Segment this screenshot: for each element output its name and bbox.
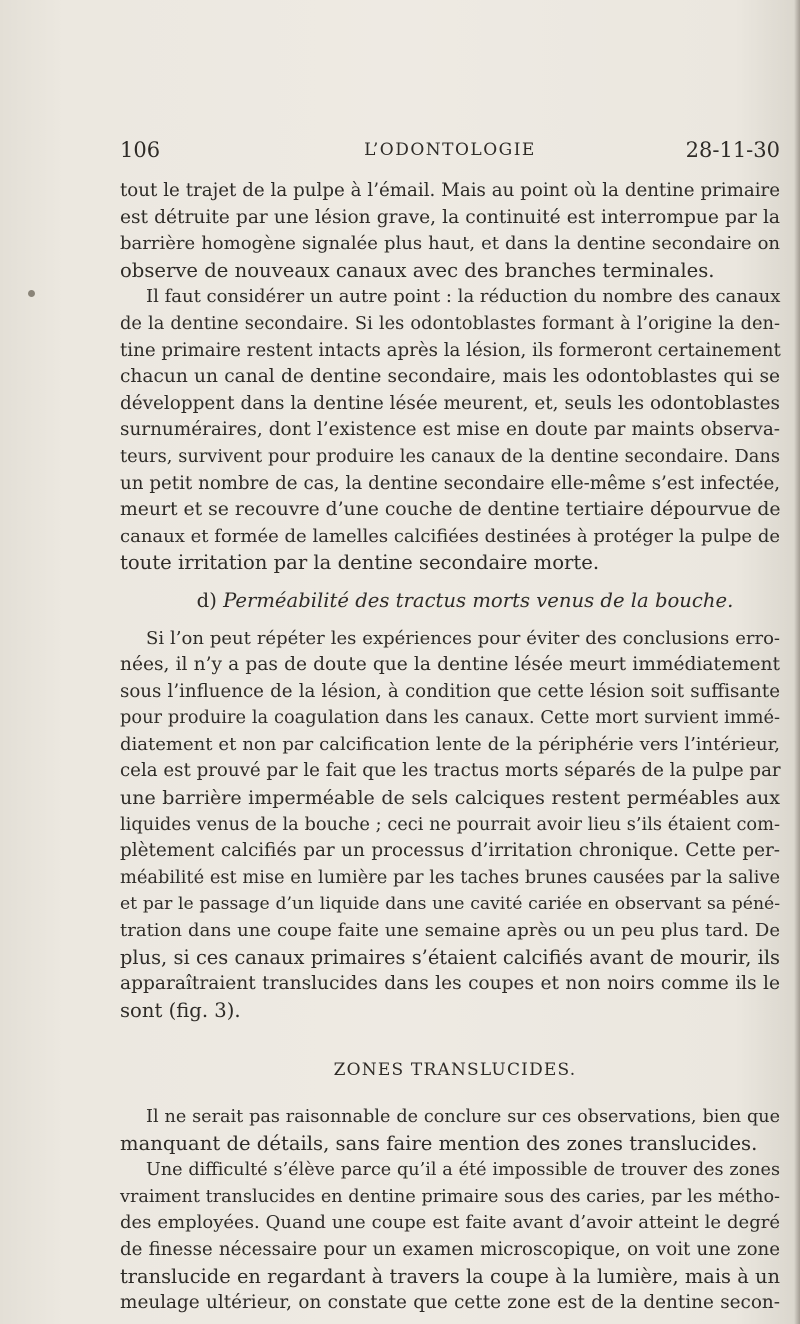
text-line: de finesse nécessaire pour un examen microscopique, on voit une zone [120, 1238, 780, 1260]
text-line: est détruite par une lésion grave, la continuité est interrompue par la [120, 206, 780, 228]
text-line: tine primaire restent intacts après la lésion, ils formeront certainement [120, 339, 781, 361]
text-line: une barrière imperméable de sels calciques restent perméables aux [120, 787, 780, 810]
text-line: sous l’influence de la lésion, à condition que cette lésion soit suffisante [120, 680, 780, 702]
spacer [120, 615, 780, 626]
text-line: toute irritation par la dentine secondaire morte. [120, 551, 600, 575]
text-line: teurs, survivent pour produire les canaux de la dentine secondaire. Dans [120, 445, 780, 467]
text-line: sont (fig. 3). [120, 998, 241, 1022]
subheading [120, 588, 780, 615]
text-line: un petit nombre de cas, la dentine secondaire elle-même s’est infectée, [120, 472, 780, 494]
text-line: des employées. Quand une coupe est faite avant d’avoir atteint le degré [120, 1212, 780, 1234]
spacer [120, 577, 780, 588]
body-text [120, 178, 780, 1317]
text-line: de la dentine secondaire. Si les odontoblastes formant à l’origine la den- [120, 312, 780, 334]
margin-mark [28, 290, 35, 297]
spacer [120, 1084, 780, 1104]
text-line: canaux et formée de lamelles calcifiées destinées à protéger la pulpe de [120, 525, 780, 547]
subheading-text: Perméabilité des tractus morts venus de la bouche. [223, 588, 734, 612]
text-line: apparaîtraient translucides dans les coupes et non noirs comme ils le [120, 973, 780, 995]
text-line: Si l’on peut répéter les expériences pour éviter des conclusions erro- [146, 627, 780, 649]
text-line: Il ne serait pas raisonnable de conclure sur ces observations, bien que [146, 1107, 780, 1127]
text-line: meurt et se recouvre d’une couche de dentine tertiaire dépourvue de [120, 499, 781, 521]
text-line: vraiment translucides en dentine primaire sous des caries, par les métho- [120, 1186, 780, 1207]
text-line: barrière homogène signalée plus haut, et dans la dentine secondaire on [120, 233, 780, 255]
section-title: ZONES TRANSLUCIDES. [333, 1060, 577, 1081]
running-head [120, 138, 780, 166]
journal-title: L’ODONTOLOGIE [364, 140, 536, 160]
text-line: liquides venus de la bouche ; ceci ne pourrait avoir lieu s’ils étaient com- [120, 813, 780, 835]
text-line: chacun un canal de dentine secondaire, mais les odontoblastes qui se [120, 366, 780, 388]
text-line: observe de nouveaux canaux avec des branches terminales. [120, 258, 715, 282]
text-line: développent dans la dentine lésée meurent, et, seuls les odontoblastes [120, 392, 780, 414]
text-line: nées, il n’y a pas de doute que la dentine lésée meurt immédiatement [120, 654, 780, 676]
subheading-marker: d) [196, 588, 217, 612]
spacer [120, 1024, 780, 1057]
text-line: tout le trajet de la pulpe à l’émail. Mais au point où la dentine primaire [120, 180, 780, 201]
text-line: méabilité est mise en lumière par les taches brunes causées par la salive [120, 866, 780, 888]
issue-date: 28-11-30 [685, 138, 780, 162]
text-line: diatement et non par calcification lente de la périphérie vers l’intérieur, [120, 733, 780, 755]
text-line: surnuméraires, dont l’existence est mise en doute par maints observa- [120, 419, 780, 441]
page-edge-shadow [794, 0, 800, 1324]
text-line: Une difficulté s’élève parce qu’il a été impossible de trouver des zones [146, 1160, 780, 1181]
text-line: pour produire la coagulation dans les canaux. Cette mort survient immé- [120, 707, 780, 729]
text-line: cela est prouvé par le fait que les tractus morts séparés de la pulpe par [120, 760, 781, 782]
text-line: tration dans une coupe faite une semaine après ou un peu plus tard. De [120, 920, 780, 942]
text-line: et par le passage d’un liquide dans une cavité cariée en observant sa péné- [120, 894, 780, 915]
text-line: plètement calcifiés par un processus d’irritation chronique. Cette per- [120, 840, 780, 862]
text-line: manquant de détails, sans faire mention des zones translucides. [120, 1131, 758, 1155]
text-line: translucide en regardant à travers la coupe à la lumière, mais à un [120, 1264, 780, 1288]
text-line: Il faut considérer un autre point : la réduction du nombre des canaux [146, 286, 781, 308]
text-line: meulage ultérieur, on constate que cette zone est de la dentine secon- [120, 1292, 780, 1314]
text-line: plus, si ces canaux primaires s’étaient calcifiés avant de mourir, ils [120, 945, 780, 969]
page-number: 106 [120, 138, 161, 162]
